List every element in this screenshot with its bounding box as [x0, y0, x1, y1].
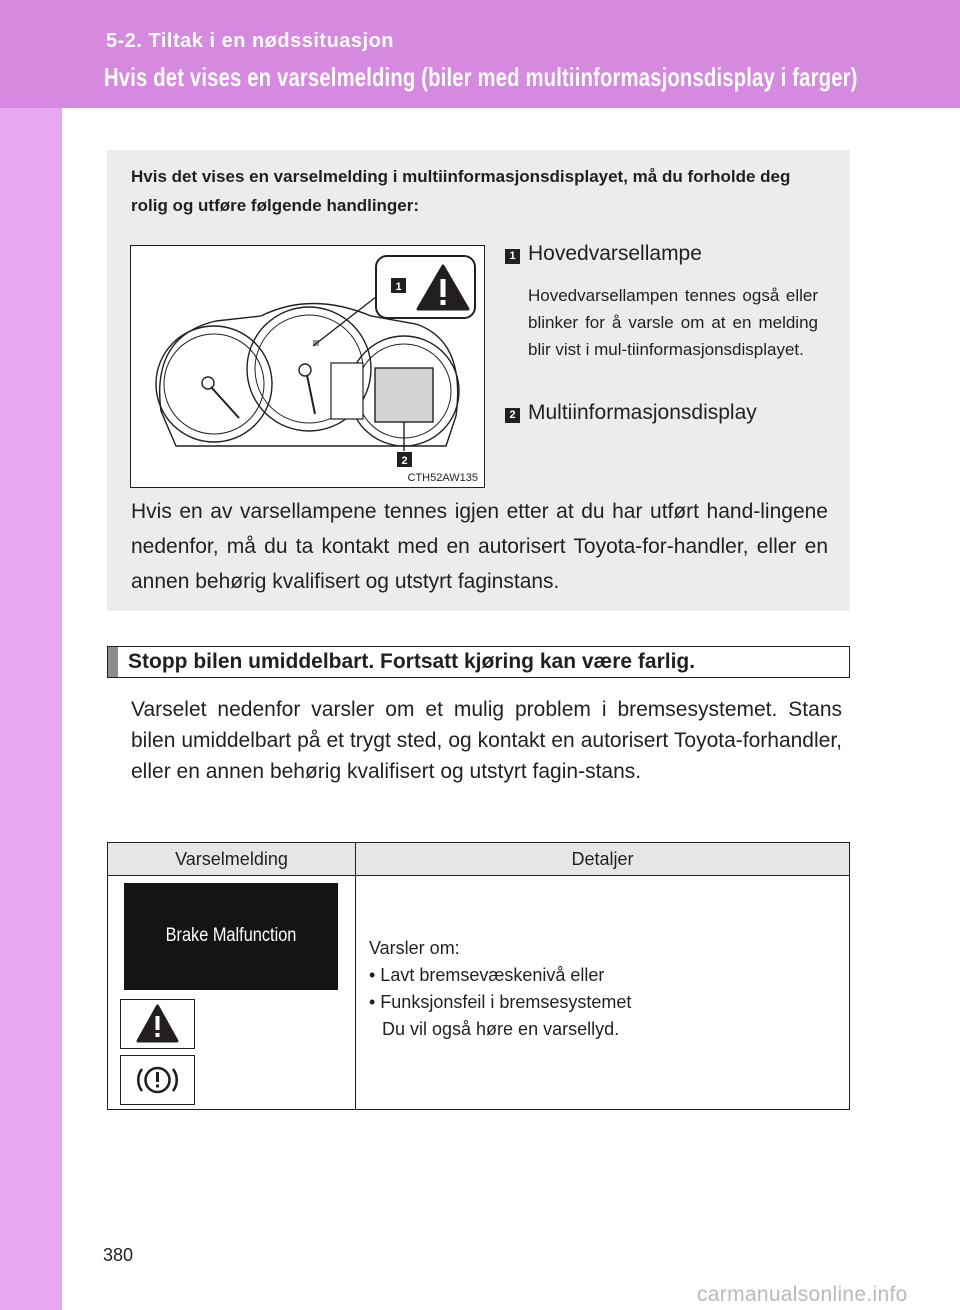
details-cell: [369, 935, 631, 1043]
section-label: 5-2. Tiltak i en nødssituasjon: [106, 30, 395, 52]
heading-bar: [108, 647, 118, 677]
warning-table: [107, 842, 850, 1110]
page-title: Hvis det vises en varselmelding (biler med multiinformasjonsdisplay i farger): [104, 62, 858, 92]
message-text: Brake Malfunction: [165, 925, 297, 946]
message-display: [124, 883, 338, 990]
table-header-details: Detaljer: [571, 849, 634, 869]
info-note: Hvis en av varsellampene tennes igjen etter at du har utført hand-lingene nedenfor, må du ta kontakt med en autorisert Toyota-for-handler, eller en annen behørig kvalifisert og utstyrt faginstans.: [131, 500, 828, 593]
legend-title-2: Multiinformasjonsdisplay: [528, 401, 757, 424]
section-header: [0, 0, 960, 108]
instrument-cluster-figure: [130, 245, 485, 488]
warning-heading-text: Stopp bilen umiddelbart. Fortsatt kjøring kan være farlig.: [128, 650, 696, 673]
legend-description-1: Hovedvarsellampen tennes også eller blinker for å varsle om at en melding blir vist i mul-tiinformasjonsdisplayet.: [528, 286, 818, 359]
side-tab-strip: [0, 0, 62, 1310]
legend-badge-2: 2: [505, 408, 520, 423]
details-heading: Varsler om:: [369, 938, 460, 958]
legend-title-1: Hovedvarsellampe: [528, 242, 702, 265]
table-header-row: [108, 843, 849, 876]
master-warning-triangle-icon: [120, 999, 195, 1049]
page-number: 380: [103, 1245, 134, 1265]
details-extra: Du vil også høre en varsellyd.: [382, 1019, 620, 1039]
warning-heading: [107, 646, 850, 678]
warning-body: Varselet nedenfor varsler om et mulig problem i bremsesystemet. Stans bilen umiddelbart på et trygt sted, og kontakt en autorisert Toyota-forhandler, eller en annen behørig kvalifisert og utstyrt fagin-stans.: [131, 698, 842, 783]
table-header-message: Varselmelding: [175, 849, 288, 869]
brake-warning-circle-icon: [120, 1055, 195, 1105]
legend-badge-1: 1: [505, 249, 520, 264]
details-bullet-1: • Lavt bremsevæskenivå eller: [369, 965, 605, 985]
info-intro: Hvis det vises en varselmelding i multiinformasjonsdisplayet, må du forholde deg rolig og utføre følgende handlinger:: [131, 167, 791, 215]
figure-code: CTH52AW135: [407, 472, 478, 484]
svg-text:1: 1: [395, 281, 402, 293]
instrument-cluster-illustration: [131, 246, 484, 487]
details-bullet-2: • Funksjonsfeil i bremsesystemet: [369, 992, 632, 1012]
column-divider: [355, 843, 356, 1109]
svg-text:2: 2: [401, 455, 408, 467]
watermark: carmanualsonline.info: [697, 1283, 908, 1306]
